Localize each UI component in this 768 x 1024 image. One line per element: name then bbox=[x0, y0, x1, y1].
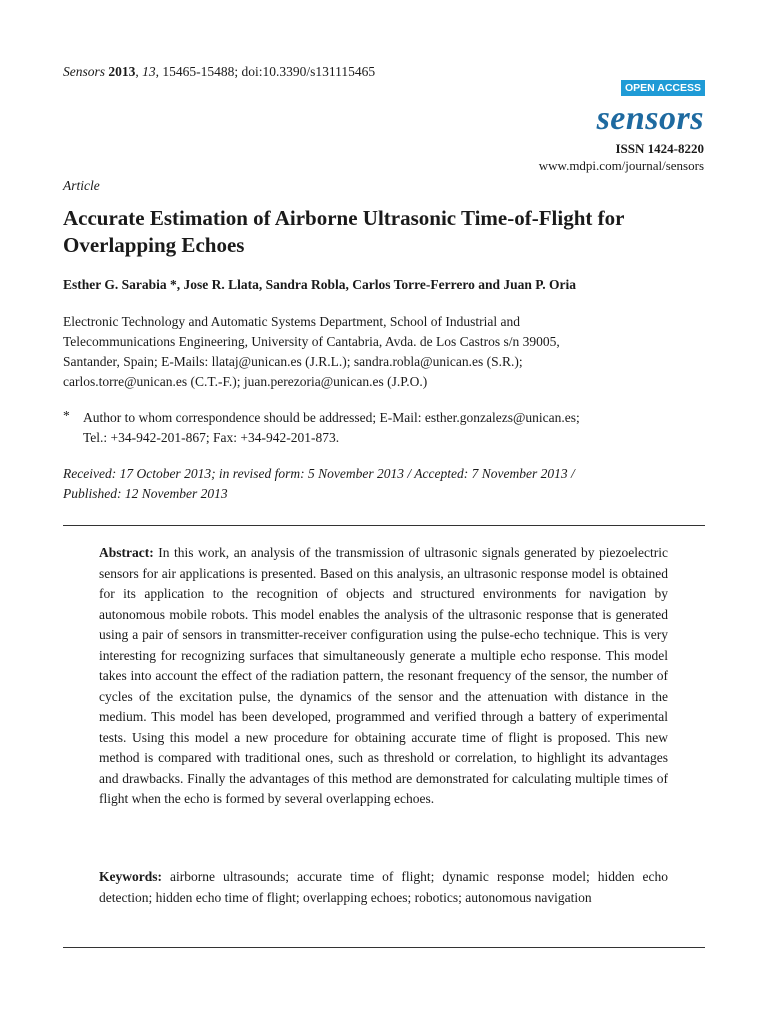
open-access-badge: OPEN ACCESS bbox=[621, 80, 705, 96]
journal-name: Sensors bbox=[63, 64, 106, 79]
affiliation bbox=[63, 312, 703, 392]
citation-line: Sensors 2013, 13, 15465-15488; doi:10.3390/s131115465 bbox=[63, 64, 376, 79]
correspondence-mark: * bbox=[63, 408, 70, 423]
article-type: Article bbox=[63, 178, 100, 193]
journal-url[interactable]: www.mdpi.com/journal/sensors bbox=[538, 158, 704, 173]
abstract bbox=[99, 543, 668, 810]
authors: Esther G. Sarabia *, Jose R. Llata, Sandra Robla, Carlos Torre-Ferrero and Juan P. Oria bbox=[63, 277, 577, 292]
dates-line: Received: 17 October 2013; in revised form: 5 November 2013 / Accepted: 7 November 2013 / bbox=[63, 466, 575, 481]
affiliation-line: Electronic Technology and Automatic Systems Department, School of Industrial and bbox=[63, 314, 520, 329]
journal-logo: sensors bbox=[596, 100, 704, 137]
keywords-text: airborne ultrasounds; accurate time of flight; dynamic response model; hidden echo detection; hidden echo time of flight; overlapping echoes; robotics; autonomous navigation bbox=[99, 869, 668, 905]
divider-top bbox=[63, 525, 705, 526]
citation-volume: 13 bbox=[142, 64, 156, 79]
citation-year: 2013 bbox=[108, 64, 136, 79]
divider-bottom bbox=[63, 947, 705, 948]
issn: ISSN 1424-8220 bbox=[615, 141, 704, 156]
correspondence-line: Tel.: +34-942-201-867; Fax: +34-942-201-873. bbox=[83, 430, 340, 445]
abstract-label: Abstract: bbox=[99, 545, 154, 560]
keywords-label: Keywords: bbox=[99, 869, 162, 884]
affiliation-line: carlos.torre@unican.es (C.T.-F.); juan.perezoria@unican.es (J.P.O.) bbox=[63, 374, 428, 389]
correspondence bbox=[83, 408, 703, 448]
affiliation-line: Santander, Spain; E-Mails: llataj@unican.es (J.R.L.); sandra.robla@unican.es (S.R.); bbox=[63, 354, 523, 369]
abstract-text: In this work, an analysis of the transmission of ultrasonic signals generated by piezoelectric sensors for air applications is presented. Based on this analysis, an ultrasonic response model is obtained for its application to the recognition of objects and structured environments for navigation by autonomous mobile robots. This model enables the analysis of the ultrasonic response that is generated using a pair of sensors in transmitter-receiver configuration using the pulse-echo technique. This is very interesting for recognizing surfaces that simultaneously generate a multiple echo response. This model takes into account the effect of the radiation pattern, the resonant frequency of the sensor, the number of cycles of the excitation pulse, the dynamics of the sensor and the attenuation with distance in the medium. This model has been developed, programmed and verified through a battery of experimental tests. Using this model a new procedure for obtaining accurate time of flight is proposed. This new method is compared with traditional ones, such as threshold or correlation, to highlight its advantages and drawbacks. Finally the advantages of this method are demonstrated for calculating multiple times of flight when the echo is formed by several overlapping echoes. bbox=[99, 545, 669, 806]
correspondence-line: Author to whom correspondence should be addressed; E-Mail: esther.gonzalezs@unican.es; bbox=[83, 410, 580, 425]
publication-dates bbox=[63, 464, 703, 504]
citation-pages-doi[interactable]: 15465-15488; doi:10.3390/s131115465 bbox=[162, 64, 376, 79]
keywords bbox=[99, 867, 668, 908]
affiliation-line: Telecommunications Engineering, University of Cantabria, Avda. de Los Castros s/n 39005, bbox=[63, 334, 560, 349]
paper-title: Accurate Estimation of Airborne Ultrasonic Time-of-Flight for Overlapping Echoes bbox=[63, 206, 625, 257]
dates-line: Published: 12 November 2013 bbox=[63, 486, 228, 501]
